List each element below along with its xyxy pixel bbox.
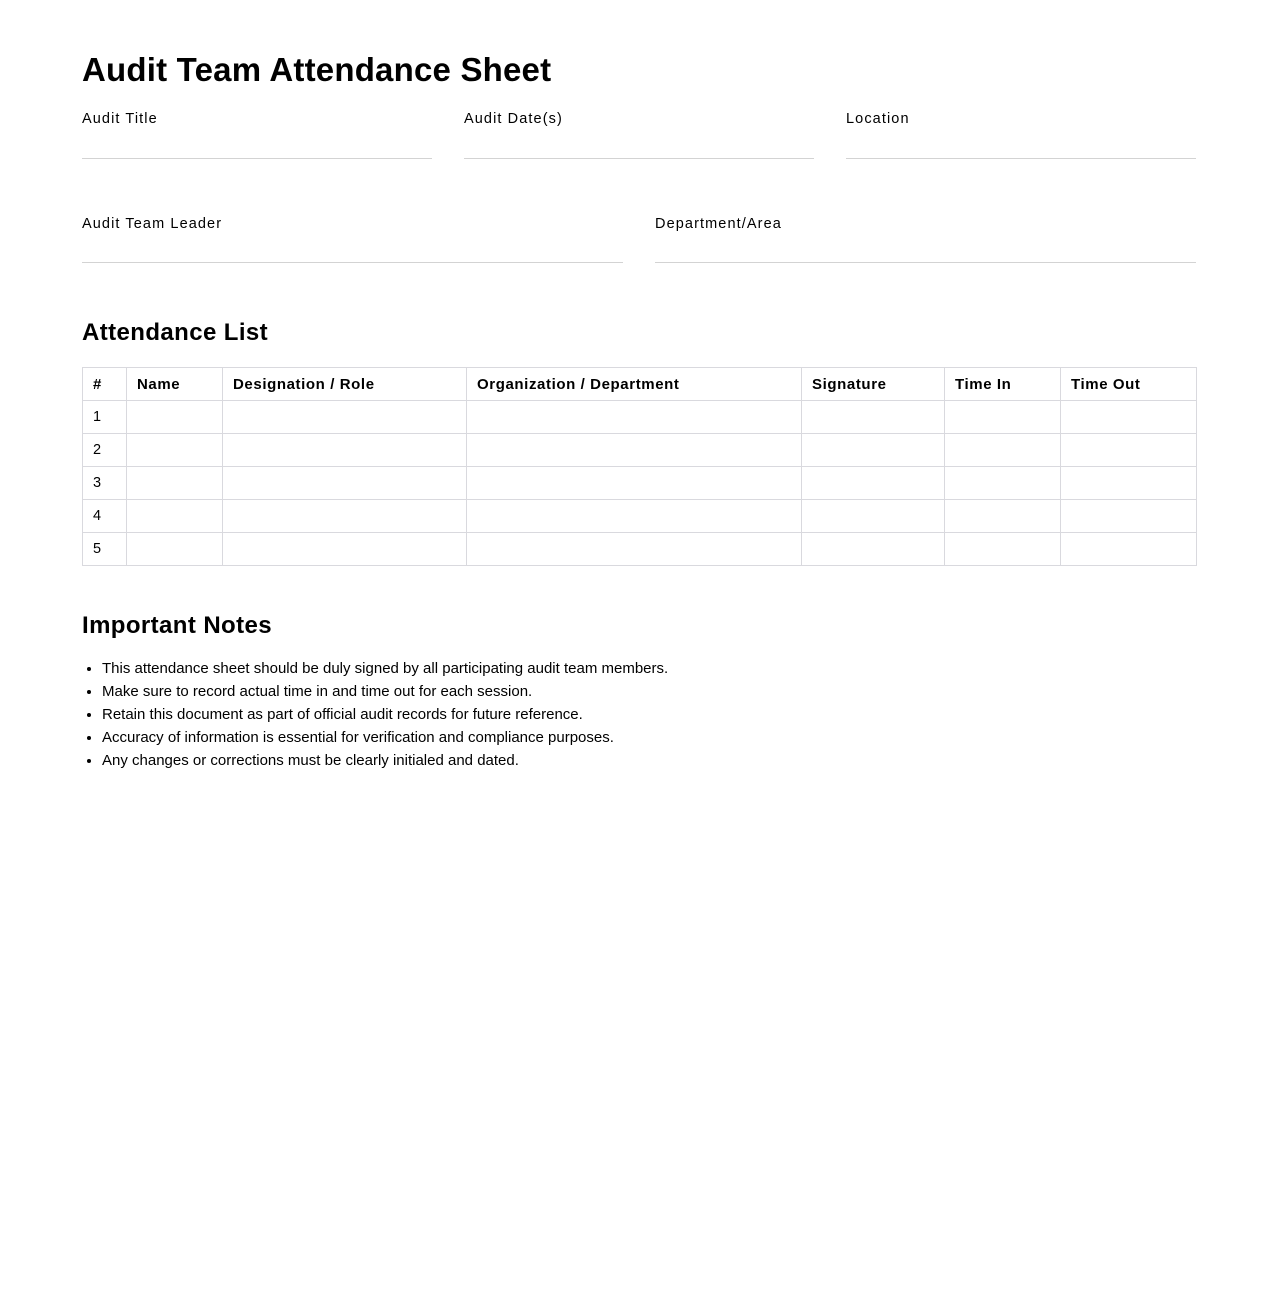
department-label: Department/Area [655, 216, 782, 232]
list-item: • Make sure to record actual time in and time out for each session. [102, 680, 668, 703]
column-header-organization: Organization / Department [467, 368, 802, 401]
list-item: • Any changes or corrections must be clearly initialed and dated. [102, 749, 668, 772]
audit-title-field[interactable] [82, 110, 432, 160]
row-number: 5 [83, 533, 127, 566]
column-header-time-out: Time Out [1061, 368, 1197, 401]
column-header-signature: Signature [802, 368, 945, 401]
signature-cell[interactable] [802, 533, 945, 566]
signature-cell[interactable] [802, 401, 945, 434]
column-header-number: # [83, 368, 127, 401]
table-row [83, 401, 1197, 434]
audit-title-label: Audit Title [82, 111, 158, 127]
time-out-cell[interactable] [1061, 467, 1197, 500]
time-in-cell[interactable] [945, 401, 1061, 434]
row-number: 3 [83, 467, 127, 500]
time-in-cell[interactable] [945, 500, 1061, 533]
team-leader-field[interactable] [82, 215, 623, 265]
role-cell[interactable] [223, 434, 467, 467]
name-cell[interactable] [127, 500, 223, 533]
organization-cell[interactable] [467, 533, 802, 566]
time-out-cell[interactable] [1061, 500, 1197, 533]
table-row [83, 533, 1197, 566]
table-header-row [83, 368, 1197, 401]
organization-cell[interactable] [467, 401, 802, 434]
column-header-name: Name [127, 368, 223, 401]
list-item: • This attendance sheet should be duly signed by all participating audit team members. [102, 657, 668, 680]
attendance-table [82, 367, 1197, 566]
name-cell[interactable] [127, 533, 223, 566]
role-cell[interactable] [223, 401, 467, 434]
role-cell[interactable] [223, 500, 467, 533]
attendance-list-heading: Attendance List [82, 319, 269, 346]
row-number: 4 [83, 500, 127, 533]
page-title: Audit Team Attendance Sheet [82, 51, 552, 88]
location-label: Location [846, 111, 910, 127]
location-input-line[interactable] [846, 158, 1196, 159]
time-out-cell[interactable] [1061, 401, 1197, 434]
signature-cell[interactable] [802, 434, 945, 467]
name-cell[interactable] [127, 434, 223, 467]
audit-dates-label: Audit Date(s) [464, 111, 563, 127]
team-leader-label: Audit Team Leader [82, 216, 223, 232]
audit-title-input-line[interactable] [82, 158, 432, 159]
time-out-cell[interactable] [1061, 533, 1197, 566]
time-in-cell[interactable] [945, 467, 1061, 500]
important-notes-heading: Important Notes [82, 612, 273, 639]
time-out-cell[interactable] [1061, 434, 1197, 467]
row-number: 2 [83, 434, 127, 467]
organization-cell[interactable] [467, 467, 802, 500]
role-cell[interactable] [223, 533, 467, 566]
column-header-time-in: Time In [945, 368, 1061, 401]
department-input-line[interactable] [655, 262, 1196, 263]
role-cell[interactable] [223, 467, 467, 500]
time-in-cell[interactable] [945, 434, 1061, 467]
table-row [83, 500, 1197, 533]
audit-dates-field[interactable] [464, 110, 814, 160]
table-row [83, 434, 1197, 467]
notes-list [82, 657, 668, 772]
audit-dates-input-line[interactable] [464, 158, 814, 159]
list-item: • Retain this document as part of official audit records for future reference. [102, 703, 668, 726]
time-in-cell[interactable] [945, 533, 1061, 566]
name-cell[interactable] [127, 401, 223, 434]
list-item: • Accuracy of information is essential for verification and compliance purposes. [102, 726, 668, 749]
team-leader-input-line[interactable] [82, 262, 623, 263]
organization-cell[interactable] [467, 434, 802, 467]
location-field[interactable] [846, 110, 1196, 160]
signature-cell[interactable] [802, 467, 945, 500]
name-cell[interactable] [127, 467, 223, 500]
table-row [83, 467, 1197, 500]
column-header-role: Designation / Role [223, 368, 467, 401]
department-field[interactable] [655, 215, 1196, 265]
organization-cell[interactable] [467, 500, 802, 533]
signature-cell[interactable] [802, 500, 945, 533]
row-number: 1 [83, 401, 127, 434]
